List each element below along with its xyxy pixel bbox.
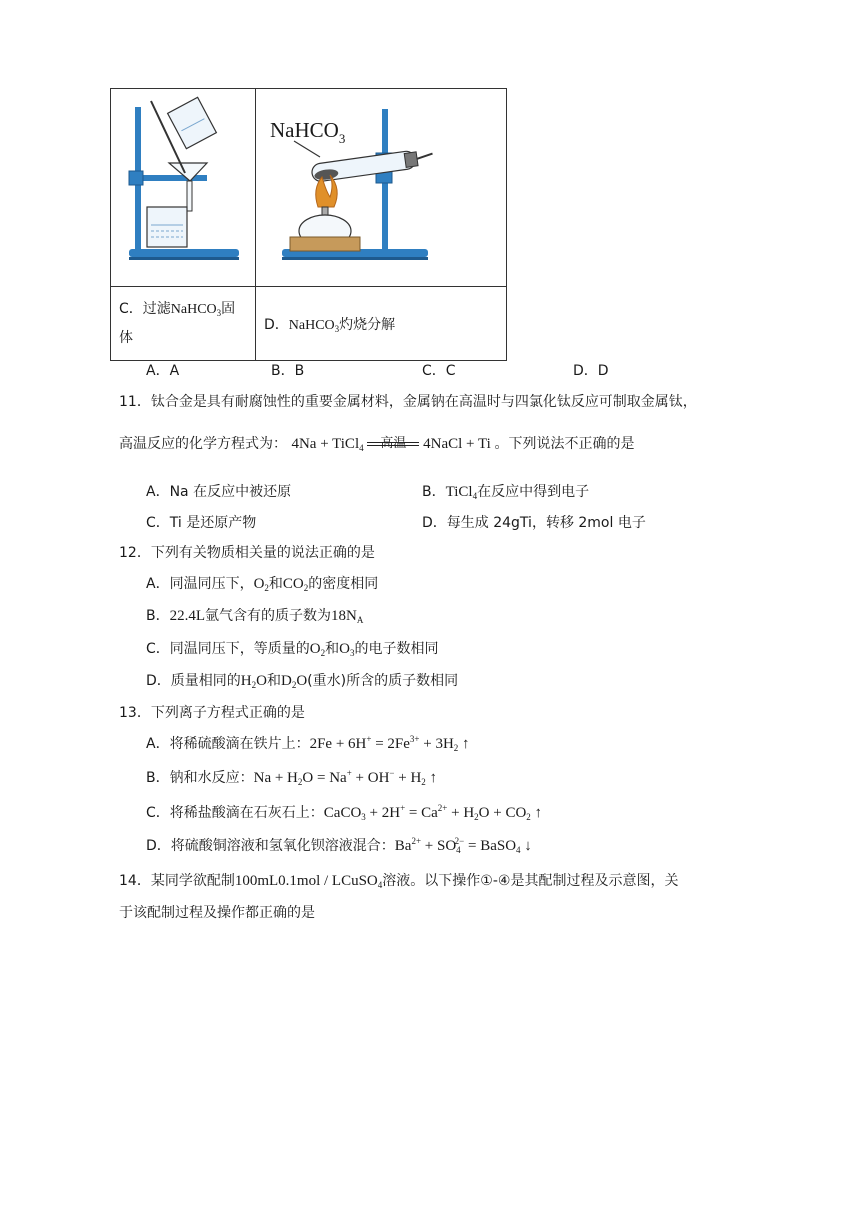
- q14-stem-line1: 14．某同学欲配制100mL0.1mol / LCuSO$_4$溶液。以下操作①-④是其配制过程及示意图，关: [119, 873, 679, 890]
- q13-option-c: C．将稀盐酸滴在石灰石上：CaCO$_3$ + $2H^+ = Ca^{2+} + H_2O + CO_2$ ↑: [146, 803, 543, 822]
- apparatus-table: [110, 88, 507, 361]
- q11-stem-line1: 11．钛合金是具有耐腐蚀性的重要金属材料，金属钠在高温时与四氯化钛反应可制取金属钛，: [119, 394, 697, 410]
- q10-option-c: C．C: [422, 363, 456, 379]
- q12-option-a: A．同温同压下，$O_2$和$CO_2$的密度相同: [146, 576, 379, 593]
- nahco3-formula: NaHCO$_3$: [288, 317, 340, 334]
- filtration-apparatus-image: [111, 89, 255, 282]
- q12-stem: 12．下列有关物质相关量的说法正确的是: [119, 545, 375, 561]
- q11-option-a: A．Na 在反应中被还原: [146, 484, 292, 500]
- heating-figure-cell: [256, 89, 507, 287]
- q11-option-b: B．TiCl$_4$在反应中得到电子: [422, 484, 590, 501]
- q13-option-a: A．将稀硫酸滴在铁片上：$2Fe + 6H^+ = 2Fe^{3+} + 3H_2$ ↑: [146, 734, 470, 753]
- q10-option-d: D．D: [573, 363, 609, 379]
- q12-option-b: B．22.4L氩气含有的质子数为$18N_A$: [146, 608, 364, 625]
- q13-option-d: D．将硫酸铜溶液和氢氧化钡溶液混合：$Ba^{2+} + SO_4^{2-}$ = BaSO$_4$ ↓: [146, 836, 532, 855]
- option-c-caption: C．过滤NaHCO$_3$固 体: [111, 287, 256, 361]
- q12-option-c: C．同温同压下，等质量的$O_2$和$O_3$的电子数相同: [146, 641, 439, 658]
- option-d-caption: D．NaHCO$_3$灼烧分解: [256, 287, 507, 361]
- q10-option-a: A．A: [146, 363, 180, 379]
- q13-option-b: B．钠和水反应：$Na + H_2O = Na^+ + OH^- + H_2$ ↑: [146, 768, 438, 787]
- q11-option-c: C．Ti 是还原产物: [146, 515, 257, 531]
- filtration-figure-cell: [111, 89, 256, 287]
- q11-equation: 4Na + TiCl$_4$ 高温 4NaCl + Ti: [291, 436, 494, 452]
- q11-option-d: D．每生成 24gTi，转移 2mol 电子: [422, 515, 646, 531]
- q11-stem-line2: 高温反应的化学方程式为： 4Na + TiCl$_4$ 高温 4NaCl + Ti 。下列说法不正确的是: [119, 433, 635, 453]
- nahco3-label: NaHCO: [270, 118, 339, 142]
- q14-stem-line2: 于该配制过程及操作都正确的是: [119, 905, 315, 921]
- reaction-condition: 高温: [380, 436, 407, 451]
- heating-apparatus-image: [256, 89, 506, 282]
- q13-stem: 13．下列离子方程式正确的是: [119, 705, 305, 721]
- nahco3-formula: NaHCO$_3$: [170, 302, 222, 318]
- q10-option-b: B．B: [271, 363, 305, 379]
- svg-text:NaHCO3: NaHCO$_3$: [270, 118, 346, 146]
- q12-option-d: D．质量相同的$H_2O$和$D_2O$(重水)所含的质子数相同: [146, 673, 459, 690]
